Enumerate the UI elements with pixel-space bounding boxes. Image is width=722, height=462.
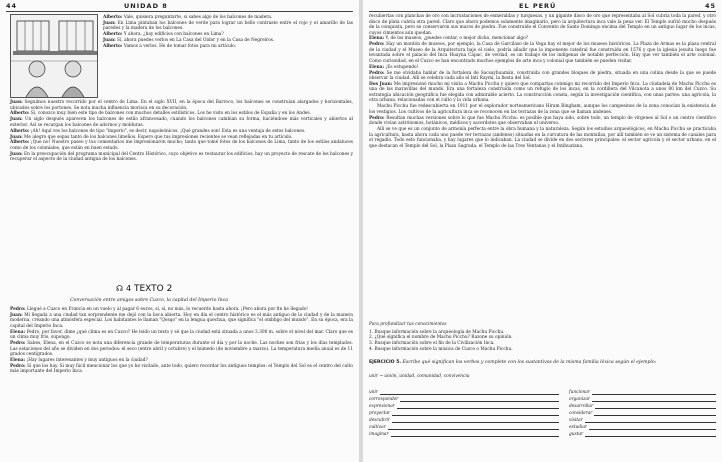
answer-line[interactable] xyxy=(400,397,559,402)
exercise-label: EJERCICIO 5. xyxy=(369,360,402,365)
dialogue-line: Alberto: Sí, conozco muy bien este tipo de balcones con muchos detalles estilísticos. Los he visto en los estilos de España y en los Andes. xyxy=(10,111,311,117)
exercise-instruction xyxy=(369,360,716,366)
word-column-left xyxy=(369,388,559,437)
dialogue-line: Pedro: Sabes, Elena, en el Cuzco se nota una diferencia grande de temperaturas durante el día y por la noche. Las noches son frías y los días templados. Las estaciones del año se dividen en dos periodos: el seco (entre abril y octubre) y el húmedo (de noviembre a marzo). La temperatura media anual es de 11 grados centígrados. xyxy=(10,341,354,358)
word-row: descubrir xyxy=(369,416,559,423)
left-unit-title: UNIDAD 8 xyxy=(124,2,168,10)
answer-line[interactable] xyxy=(388,425,559,430)
word-row: proyectar xyxy=(369,409,559,416)
answer-line[interactable] xyxy=(589,425,716,430)
dialogue-line: Juan: Seguimos nuestro recorrido por el centro de Lima. En el siglo XVII, en la época del Barroco, los balcones se construían alargados y horizontales, ubicados sobre los portones. Se nota mucha influencia morisca en su decoración. xyxy=(10,100,353,111)
paragraph: recubiertas con planchas de oro con incrustaciones de esmeraldas y turquesas, y un gigante disco de oro que representaba al Sol cubría toda la pared, y otro disco de plata cubría otra pared. Claro que ahora podemos solamente imaginarlo, pero la arquitectura inca vale la pena ver. El Templo sufrió mucho después de la conquista, pero se conservaron sus muros de piedra. Fue construido el Convento de Santo Domingo encima del Templo en un antiguo lugar de los incas, cuyos cimientos aún quedan. xyxy=(369,14,716,36)
comprehension-section xyxy=(369,322,716,353)
texto2-heading xyxy=(116,284,172,294)
comprehension-item: 3. Busque información sobre el fin de la Civilización Inca. xyxy=(369,341,495,347)
left-head-rule xyxy=(6,11,353,12)
word-table xyxy=(369,382,716,458)
answer-line[interactable] xyxy=(392,418,559,423)
dialogue-line: Pedro: Llegué a Cuzco en Francia en un vuelo y al pagar 6 euros, sí, sí, no más, lo recuerdo hasta ahora. ¡Pero ahora por fin he llegado! xyxy=(10,307,309,312)
dialogue-body xyxy=(10,100,353,163)
comprehension-item: 4. Busque información sobre la música de Cuzco o Machu Picchu. xyxy=(369,347,513,353)
dialogue-top xyxy=(103,15,353,50)
exercise-text: Escribe qué significan los verbos y complete con los sustantivos de la misma familia léxica según el ejemplo: xyxy=(402,360,657,365)
word-row: imaginar xyxy=(369,430,559,437)
answer-line[interactable] xyxy=(397,404,559,409)
word-row: estudiar xyxy=(569,423,716,430)
word-row: expresionar xyxy=(369,402,559,409)
answer-line[interactable] xyxy=(595,404,716,409)
word-row: considerar xyxy=(569,409,716,416)
word-row: corresponder xyxy=(369,395,559,402)
dialogue-line: Juan: Sí, ahora puedes verlos en La Casa del Oidor y en la Casa de Negreiros. xyxy=(103,38,275,44)
left-page-number: 44 xyxy=(6,2,18,10)
texto2-number: 4 xyxy=(125,284,132,293)
paragraph: Pedro: Hay un montón de museos, por ejemplo, la Casa de Garcilaso de la Vega hay el mejor de los museos históricos. La Plaza de Armas es la plaza central de la ciudad y el Museo de la Arquitectura bajo el cielo, podría añadir que la imponente catedral fue construida en 1576 y que la iglesia jesuita luego fue levantada sobre el palacio del Inca Huayna Cápac, de verdad, es un trabajo de los indígenas de notable perfección. Hay que ver también el arte colonial. Como curiosidad, en el Cuzco se han encontrado muchos ejemplos de arte inca y colonial que también se pueden visitar. xyxy=(369,42,716,64)
paragraph: Pedro: Se me olvidaba hablar de la fortaleza de Sacsayhuamán, construida con grandes bloques de piedra, situada en una colina desde la que se puede observar la ciudad. Allí se celebra cada año el Inti Raymi, la fiesta del Sol. xyxy=(369,70,716,82)
dialogue-line: Alberto: ¡Ah! Aquí ves los balcones de tipo "imperio", es decir, napoleónicos. ¡Qué grandes son! Esta es una ventaja de estos balcones. xyxy=(10,128,306,134)
dialogue-line: Elena: Pedro, por favor, dime ¿qué clima es en Cuzco? He leído un texto y sé que la ciudad está situada a unos 3.300 m. sobre el nivel del mar. Claro que es un clima muy frío, supongo. xyxy=(10,329,353,341)
texto2-title: TEXTO 2 xyxy=(133,284,173,294)
right-running-head xyxy=(369,2,716,11)
right-head-rule xyxy=(369,11,716,12)
answer-line[interactable] xyxy=(585,432,716,437)
dialogue-line: Alberto: Vamos a verlos. He de tomar fotos para mi artículo. xyxy=(103,44,237,50)
word-row: funcionar xyxy=(569,388,716,395)
left-page xyxy=(0,0,359,462)
answer-line[interactable] xyxy=(391,432,559,437)
word-row: unir xyxy=(369,388,559,395)
right-page-number: 45 xyxy=(704,2,716,10)
left-running-head xyxy=(6,2,353,11)
answer-line[interactable] xyxy=(392,411,559,416)
dialogue-line: Pedro: Sí que los hay. Si muy fácil mencionar los que yo he visitado, ante todo, quiero recordar los antiguos templos: el Templo del Sol es el centro del culto más importante del Imperio Inca. xyxy=(10,363,353,375)
word-row: cultivar xyxy=(369,423,559,430)
dialogue-line: Juan: Me alegro que sepas tanto de los balcones limeños. Espero que tus impresiones recientes se vean reflejadas en tu artículo. xyxy=(10,134,293,140)
balcony-drawing xyxy=(11,15,98,98)
answer-line[interactable] xyxy=(380,390,559,395)
answer-line[interactable] xyxy=(585,418,716,423)
exercise-example: unir → unión, unidad, comunidad, convivencia xyxy=(369,374,470,379)
word-row: gustar xyxy=(569,430,716,437)
comprehension-item: 2. ¿Qué significa el nombre de Machu Picchu? Razone su opinión. xyxy=(369,335,513,341)
word-row: visitar xyxy=(569,416,716,423)
paragraph: Dos Juan: Me impresionó mucho mi visita a Machu Picchu y quiero que compartas conmigo mi recorrido del Imperio Inca. La ciudadela de Machu Picchu es una de las maravillas del mundo. Era una fortaleza construida como un refugio de los incas, en la cordillera del Vilcanota a unos 80 km del Cuzco. Su estrategia ubicación geográfica fue elegida con admirable acierto. La construcción consta, según la investigación científica, con unas partes: una agrícola, la otra urbana, relacionadas con el culto y la vida urbana. xyxy=(369,81,717,104)
answer-line[interactable] xyxy=(592,390,716,395)
dialogue-line: Alberto: Vale, quisiera preguntarte, si sabes algo de los balcones de madera. xyxy=(103,15,273,20)
word-row: desarrollar xyxy=(569,402,716,409)
dialogue-line: Alberto: ¡Que no! Nuestro paseo y tus comentarios me impresionaron mucho; tanto que tomé fotos de los balcones de Lima, tanto de los estilos andaluces como de los coloniales, que están en buen estado. xyxy=(10,140,353,151)
right-body xyxy=(369,14,716,150)
dialogue-line: Juan: Un siglo después aparecen los balcones de estilo afrancesado, cuando los balcones cambian su forma, haciéndose más verticales y abiertos al exterior. Así se recargan los balcones de adornos y molduras. xyxy=(10,117,353,128)
paragraph: Allí se ve que es un conjunto de armonía perfecta entre la obra humana y la naturaleza. Según los estudios arqueológicos, en Machu Picchu se practicaba la agricultura, hasta ahora cada uno puede ver terrazas (andenes) situadas en la curvatura de las montañas, por allí también se ve un sistema de canales para el regadío. Todo esto funcionaba, y hay lugares que lo indicaban. La ciudad se divide en dos sectores principales: el sector agrícola y el sector urbano, en el que destacan el Templo del Sol, la Plaza Sagrada, el Templo de las Tres Ventanas y el Intihuatana. xyxy=(369,127,716,149)
dialogue-line: Juan: En Lima pintaban los balcones de verde para lograr un bello contraste entre el rojo y el amarillo de las paredes y la madera de los balcones. xyxy=(103,20,353,32)
comprehension-item: 1. Busque información sobre la arqueología de Machu Picchu. xyxy=(369,329,505,335)
paragraph: Pedro: Resultan muchas versiones sobre lo que fue Machu Picchu: es posible que haya sido, sobre todo, un templo de vírgenes al Sol o un centro científico donde vivían astrónomos, botánicos, médicos y sacerdotes que observaban el universo. xyxy=(369,115,716,127)
dialogue-line: Alberto: Y ahora, ¿hay edificios con balcones en Lima? xyxy=(103,32,224,38)
comprehension-title: Para profundizar tus conocimientos xyxy=(369,322,447,327)
right-page xyxy=(363,0,722,462)
dialogue2-body xyxy=(10,307,353,375)
answer-line[interactable] xyxy=(594,411,716,416)
texto2-subtitle: Conversación entre amigos sobre Cuzco, la capital del Imperio Inca xyxy=(70,298,228,303)
headphones-icon: ☊ xyxy=(116,284,124,293)
dialogue-line: Elena: ¡Hay lugares interesantes y muy antiguos en la ciudad? xyxy=(10,358,148,364)
word-column-right xyxy=(569,388,716,437)
paragraph: Machu Picchu fue redescubierta en 1911 por el explorador norteamericano Hiram Bingham, aunque los campesinos de la zona conocían la existencia de los vestigios. Los cultivos de la agricultura inca se reconocen en las terrazas de la zona que se llaman andenes. xyxy=(369,104,716,115)
right-chapter-title: EL PERÚ xyxy=(519,2,557,10)
paragraph: Elena: Y, de los museos, ¿puedes contar, o mejor dicho, mencionar algo? xyxy=(369,36,529,42)
answer-line[interactable] xyxy=(592,397,716,402)
dialogue-line: Juan: En la preocupación del programa municipal del Centro Histórico, cuyo objetivo es restaurar los edificios, hay un proyecto de rescate de los balcones y recuperar el aspecto de la ciudad antigua de los balcones. xyxy=(10,151,353,163)
balcony-illustration xyxy=(10,14,98,98)
word-row: organizar xyxy=(569,395,716,402)
dialogue-line: Juan: Mi llegada a una ciudad tan sorprendente me dejó con la boca abierta. Hoy en día el centro histórico es el más antiguo de la ciudad y de la manera moderna, creando una atmósfera especial. Los habitantes le llaman "Qosqo" en la lengua quechua, que significa "el ombligo del mundo". En su época, era la capital del Imperio Inca. xyxy=(10,312,353,329)
paragraph: Elena: ¡Es estupendo! xyxy=(369,64,419,70)
